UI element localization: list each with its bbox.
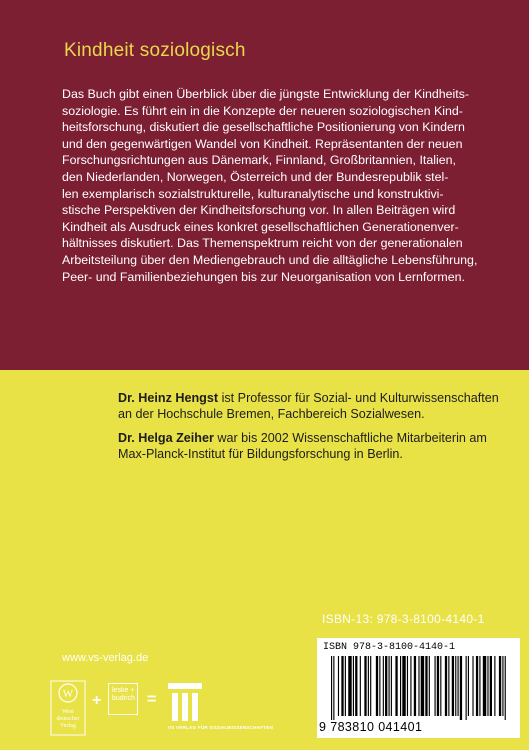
- blurb-line: Peer- und Familienbeziehungen bis zur Neuorganisation von Lernformen.: [62, 269, 465, 284]
- barcode-bar: [338, 656, 339, 716]
- barcode-bar: [418, 656, 419, 716]
- barcode-bar: [414, 656, 416, 716]
- barcode-bar: [483, 656, 486, 716]
- barcode-bar: [348, 656, 351, 716]
- author-bio-text: an der Hochschule Bremen, Fachbereich Sozialwesen.: [118, 407, 425, 422]
- top-panel: [0, 0, 529, 370]
- barcode-bar: [466, 656, 467, 720]
- barcode-bar: [402, 656, 405, 716]
- barcode-bar: [445, 656, 447, 716]
- blurb-line: hältnisses diskutiert. Das Themenspektrum reicht von der generationalen: [62, 236, 463, 251]
- barcode-bar: [429, 656, 430, 716]
- barcode-bar: [383, 656, 384, 716]
- barcode-bar: [505, 656, 506, 720]
- author-bio-1: [118, 390, 518, 423]
- author-bio-text: ist Professor für Sozial- und Kulturwissenschaften: [218, 391, 499, 405]
- barcode-bar: [333, 656, 334, 720]
- author-bio-2: [118, 430, 518, 463]
- barcode-bar: [455, 656, 456, 716]
- book-blurb: [62, 86, 498, 285]
- barcode-bars: [327, 656, 513, 720]
- barcode: [317, 638, 520, 738]
- author-name: Dr. Helga Zeiher: [118, 430, 214, 445]
- barcode-bar: [460, 656, 462, 720]
- barcode-bar: [476, 656, 478, 716]
- blurb-line: Arbeitsteilung über den Mediengebrauch und die alltägliche Lebensführung,: [62, 252, 478, 267]
- blurb-line: Forschungsrichtungen aus Dänemark, Finnland, Großbritannien, Italien,: [62, 153, 456, 168]
- blurb-line: len exemplarisch sozialstrukturelle, kulturanalytische und konstruktivi-: [62, 186, 444, 201]
- svg-text:W: W: [62, 688, 74, 700]
- barcode-bar: [364, 656, 366, 716]
- barcode-bar: [458, 656, 459, 716]
- barcode-bar: [407, 656, 408, 716]
- blurb-line: den Niederlanden, Norwegen, Österreich und der Bundesrepublik stel-: [62, 169, 449, 184]
- barcode-bar: [468, 656, 469, 716]
- svg-text:West: West: [62, 709, 74, 715]
- barcode-bar: [331, 656, 332, 720]
- barcode-bar: [389, 656, 390, 716]
- barcode-isbn: ISBN 978-3-8100-4140-1: [323, 642, 456, 653]
- isbn-label: ISBN-13: 978-3-8100-4140-1: [322, 612, 485, 626]
- barcode-bar: [440, 656, 441, 716]
- plus-sign: +: [92, 692, 102, 709]
- barcode-bar: [487, 656, 488, 716]
- barcode-bar: [379, 656, 380, 716]
- barcode-bar: [421, 656, 424, 716]
- barcode-bar: [355, 656, 357, 716]
- barcode-bar: [368, 656, 369, 716]
- author-bio-text: war bis 2002 Wissenschaftliche Mitarbeiterin am: [213, 430, 487, 445]
- publisher-logos: [50, 680, 310, 740]
- vs-logo-text: VS VERLAG FÜR SOZIALWISSENSCHAFTEN: [168, 725, 274, 730]
- blurb-line: heitsforschung, diskutiert die gesellschaftliche Positionierung von Kindern: [62, 120, 465, 135]
- barcode-bar: [494, 656, 495, 716]
- leske-budrich-logo: leske + budrich: [108, 683, 138, 715]
- barcode-bar: [479, 656, 480, 716]
- barcode-bar: [435, 656, 436, 716]
- barcode-digits: 9 783810 041401: [319, 720, 423, 734]
- barcode-bar: [395, 656, 397, 716]
- barcode-bar: [391, 656, 392, 716]
- author-name: Dr. Heinz Hengst: [118, 391, 219, 405]
- blurb-line: soziologie. Es führt ein in die Konzepte der neueren soziologischen Kind-: [62, 103, 463, 118]
- book-title: Kindheit soziologisch: [64, 40, 246, 61]
- barcode-bar: [400, 656, 401, 716]
- blurb-line: und den gegenwärtigen Wandel von Kindheit. Repräsentanten der neuen: [62, 136, 463, 151]
- svg-text:Verlag: Verlag: [60, 723, 76, 729]
- vs-verlag-logo: [168, 683, 308, 733]
- vs-logo-mark: [168, 683, 202, 723]
- barcode-bar: [360, 656, 361, 716]
- barcode-bar: [425, 656, 427, 716]
- publisher-url[interactable]: www.vs-verlag.de: [62, 652, 149, 664]
- author-bio-text: Max-Planck-Institut für Bildungsforschung in Berlin.: [118, 447, 403, 462]
- barcode-bar: [472, 656, 473, 716]
- barcode-bar: [437, 656, 439, 716]
- barcode-bar: [502, 656, 503, 716]
- barcode-bar: [341, 656, 343, 716]
- blurb-line: stische Perspektiven der Kindheitsforschung vor. In allen Beiträgen wird: [62, 203, 456, 218]
- blurb-line: Das Buch gibt einen Überblick über die jüngste Entwicklung der Kindheits-: [62, 87, 470, 101]
- barcode-bar: [490, 656, 492, 716]
- equals-sign: =: [147, 691, 157, 708]
- westdeutscher-verlag-logo: [50, 680, 86, 736]
- barcode-bar: [448, 656, 449, 716]
- svg-text:deutscher: deutscher: [56, 716, 80, 722]
- barcode-bar: [353, 656, 354, 716]
- barcode-bar: [345, 656, 346, 716]
- author-bios: [118, 390, 518, 470]
- barcode-bar: [370, 656, 371, 716]
- barcode-bar: [376, 656, 378, 716]
- barcode-bar: [499, 656, 501, 716]
- barcode-bar: [385, 656, 387, 716]
- barcode-bar: [410, 656, 411, 716]
- barcode-bar: [452, 656, 454, 716]
- blurb-line: Kindheit als Ausdruck eines konkret gesellschaftlichen Generationenver-: [62, 219, 459, 234]
